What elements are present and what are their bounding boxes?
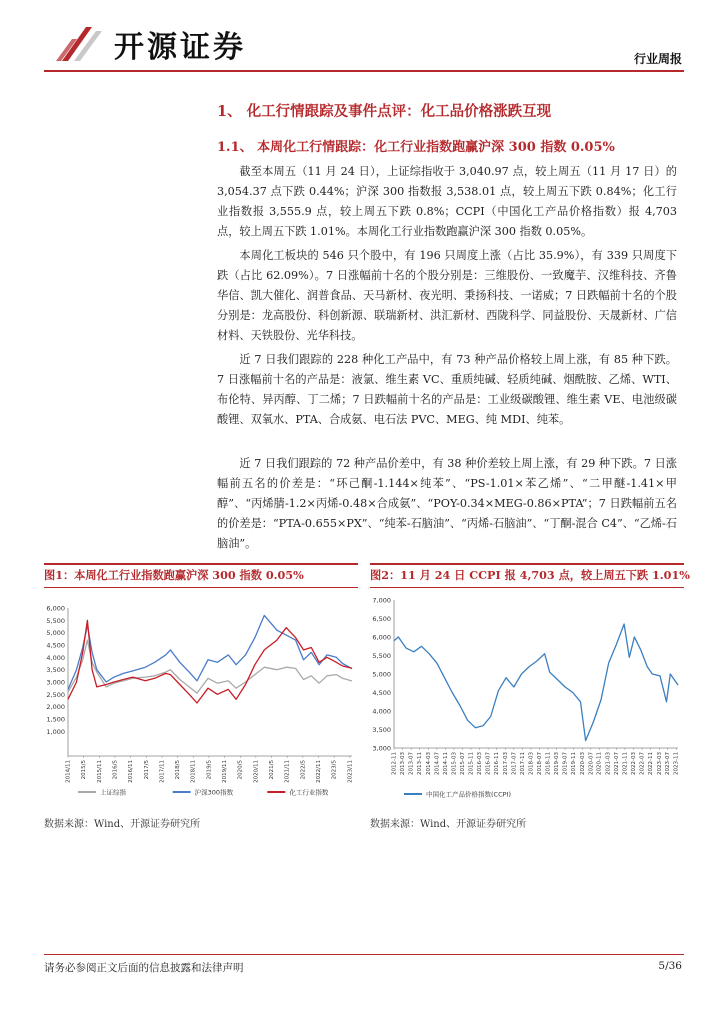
x-tick-label: 2023-07: [665, 752, 672, 775]
x-tick-label: 2023-03: [656, 752, 663, 775]
report-type-label: 行业周报: [633, 52, 682, 66]
section-title: 1、 化工行情跟踪及事件点评：化工品价格涨跌互现: [217, 103, 552, 120]
y-tick-label: 3,500: [46, 666, 65, 675]
x-tick-label: 2020-03: [579, 752, 586, 775]
y-tick-label: 6,500: [372, 615, 391, 623]
y-tick-label: 5,500: [372, 652, 391, 660]
y-tick-label: 2,500: [46, 690, 65, 699]
x-tick-label: 2023/5: [331, 760, 338, 780]
legend-label: 沪深300指数: [194, 788, 234, 797]
x-tick-label: 2017/5: [143, 760, 150, 780]
figure2-source: 数据来源：Wind、开源证券研究所: [370, 819, 527, 830]
x-tick-label: 2013-11: [417, 752, 424, 775]
y-tick-label: 4,500: [46, 641, 65, 650]
x-tick-label: 2016-07: [485, 752, 492, 775]
y-tick-label: 3,000: [372, 744, 391, 753]
x-tick-label: 2014-11: [442, 752, 449, 775]
x-tick-label: 2012-11: [391, 752, 398, 775]
legend-label: 化工行业指数: [289, 788, 329, 797]
x-tick-label: 2019/5: [206, 760, 213, 780]
y-tick-label: 3,500: [372, 726, 391, 734]
paragraph-stock-movers: 本周化工板块的 546 只个股中，有 196 只周度上涨（占比 35.9%），有 339 只周度下跌（占比 62.09%）。7 日涨幅前十名的个股分别是：三维股份、一致魔芋、汉维科技、齐鲁华信、凯大催化、润普食品、天马新材、夜光明、秉扬科技、一诺威；7 日跌幅前十名的个股分别是：龙高股份、科创新源、联瑞新材、洪汇新材、西陇科学、同益股份、天晟新材、广信材料、天铁股份、光华科技。: [217, 249, 677, 342]
x-tick-label: 2022-11: [648, 752, 655, 775]
x-tick-label: 2018/5: [175, 760, 182, 780]
x-tick-label: 2020/5: [237, 760, 244, 780]
header-divider: [44, 70, 684, 72]
x-tick-label: 2021/5: [269, 760, 276, 780]
x-tick-label: 2018-07: [536, 752, 543, 775]
y-tick-label: 7,000: [372, 596, 391, 605]
x-tick-label: 2017-11: [519, 752, 526, 775]
x-tick-label: 2020-11: [596, 752, 603, 775]
company-name: 开源证券: [114, 30, 246, 65]
x-tick-label: 2015-11: [468, 752, 475, 775]
series-line-2: [68, 620, 352, 703]
y-tick-label: 5,500: [46, 616, 65, 625]
legend-label: 中国化工产品价格指数(CCPI): [426, 790, 511, 799]
x-tick-label: 2018/11: [190, 760, 197, 783]
x-tick-label: 2013-03: [400, 752, 407, 775]
y-tick-label: 2,000: [46, 703, 65, 712]
figure1-title: 图1：本周化工行业指数跑赢沪深 300 指数 0.05%: [44, 563, 358, 588]
x-tick-label: 2018-03: [528, 752, 535, 775]
chart-ccpi: [370, 594, 684, 806]
y-tick-label: 1,000: [46, 727, 65, 736]
x-tick-label: 2016-03: [477, 752, 484, 775]
logo-mark-icon: [52, 21, 108, 67]
x-tick-label: 2014-07: [434, 752, 441, 775]
x-tick-label: 2016/11: [128, 760, 135, 783]
x-tick-label: 2021-03: [605, 752, 612, 775]
y-tick-label: 4,000: [372, 707, 391, 716]
x-tick-label: 2023/11: [347, 760, 354, 783]
x-tick-label: 2021-11: [622, 752, 629, 775]
x-tick-label: 2022-07: [639, 752, 646, 775]
x-tick-label: 2018-11: [545, 752, 552, 775]
chart-index-comparison: [44, 596, 358, 806]
y-tick-label: 3,000: [46, 678, 65, 687]
x-tick-label: 2022/11: [315, 760, 322, 783]
x-tick-label: 2014/11: [65, 760, 72, 783]
x-tick-label: 2019/11: [222, 760, 229, 783]
y-tick-label: 5,000: [372, 670, 391, 679]
page-number: 5/36: [658, 960, 682, 972]
company-logo: [52, 18, 246, 70]
x-tick-label: 2014-03: [425, 752, 432, 775]
footer-divider: [44, 954, 684, 955]
x-tick-label: 2020/11: [253, 760, 260, 783]
x-tick-label: 2021/11: [284, 760, 291, 783]
x-tick-label: 2022/5: [300, 760, 307, 780]
x-tick-label: 2015/11: [96, 760, 103, 783]
x-tick-label: 2020-07: [588, 752, 595, 775]
series-line-0: [394, 624, 678, 741]
subsection-title: 1.1、 本周化工行情跟踪：化工行业指数跑赢沪深 300 指数 0.05%: [217, 140, 615, 155]
y-tick-label: 4,500: [372, 689, 391, 697]
x-tick-label: 2019-11: [571, 752, 578, 775]
x-tick-label: 2023-11: [673, 752, 680, 775]
x-tick-label: 2017-07: [511, 752, 518, 775]
paragraph-product-prices: 近 7 日我们跟踪的 228 种化工产品中，有 73 种产品价格较上周上涨，有 85 种下跌。7 日涨幅前十名的产品是：液氯、维生素 VC、重质纯碱、轻质纯碱、烟酰胺、乙烯、WTI、布伦特、异丙醇、丁二烯；7 日跌幅前十名的产品是：工业级碳酸锂、维生素 VE、电池级碳酸锂、双氧水、PTA、合成氨、电石法 PVC、MEG、纯 MDI、纯苯。: [217, 353, 677, 426]
y-tick-label: 6,000: [46, 604, 65, 613]
paragraph-market-summary: 截至本周五（11 月 24 日），上证综指收于 3,040.97 点，较上周五（11 月 17 日）的 3,054.37 点下跌 0.44%；沪深 300 指数报 3,538.01 点，较上周五下跌 0.84%；化工行业指数报 3,555.9 点，较上周五下跌 0.8%；CCPI（中国化工产品价格指数）报 4,703 点，较上周五下跌 1.01%。本周化工行业指数跑赢沪深 300 指数 0.05%。: [217, 165, 677, 238]
figure2-title: 图2：11 月 24 日 CCPI 报 4,703 点，较上周五下跌 1.01%: [370, 563, 684, 588]
y-tick-label: 4,000: [46, 653, 65, 662]
x-tick-label: 2015-07: [459, 752, 466, 775]
x-tick-label: 2021-07: [613, 752, 620, 775]
x-tick-label: 2017-03: [502, 752, 509, 775]
x-tick-label: 2016/5: [112, 760, 119, 780]
footer-disclaimer: 请务必参阅正文后面的信息披露和法律声明: [44, 962, 244, 974]
y-tick-label: 6,000: [372, 633, 391, 642]
legend-label: 上证综指: [100, 788, 126, 797]
series-line-1: [68, 615, 352, 689]
x-tick-label: 2017/11: [159, 760, 166, 783]
figure1-source: 数据来源：Wind、开源证券研究所: [44, 819, 201, 830]
x-tick-label: 2013-07: [408, 752, 415, 775]
x-tick-label: 2015/5: [81, 760, 88, 780]
x-tick-label: 2015-03: [451, 752, 458, 775]
x-tick-label: 2019-03: [554, 752, 561, 775]
x-tick-label: 2022-03: [631, 752, 638, 775]
x-tick-label: 2019-07: [562, 752, 569, 775]
y-tick-label: 1,500: [46, 715, 65, 724]
x-tick-label: 2016-11: [494, 752, 501, 775]
y-tick-label: 5,000: [46, 629, 65, 638]
paragraph-price-spreads: 近 7 日我们跟踪的 72 种产品价差中，有 38 种价差较上周上涨，有 29 种下跌。7 日涨幅前五名的价差是：“环己酮-1.144×纯苯”、“PS-1.01×苯乙烯”、“二甲醚-1.41×甲醇”、“丙烯腈-1.2×丙烯-0.48×合成氨”、“POY-0.34×MEG-0.86×PTA”；7 日跌幅前五名的价差是：“PTA-0.655×PX”、“纯苯-石脑油”、“丙烯-石脑油”、“丁酮-混合 C4”、“乙烯-石脑油”。: [217, 457, 677, 550]
